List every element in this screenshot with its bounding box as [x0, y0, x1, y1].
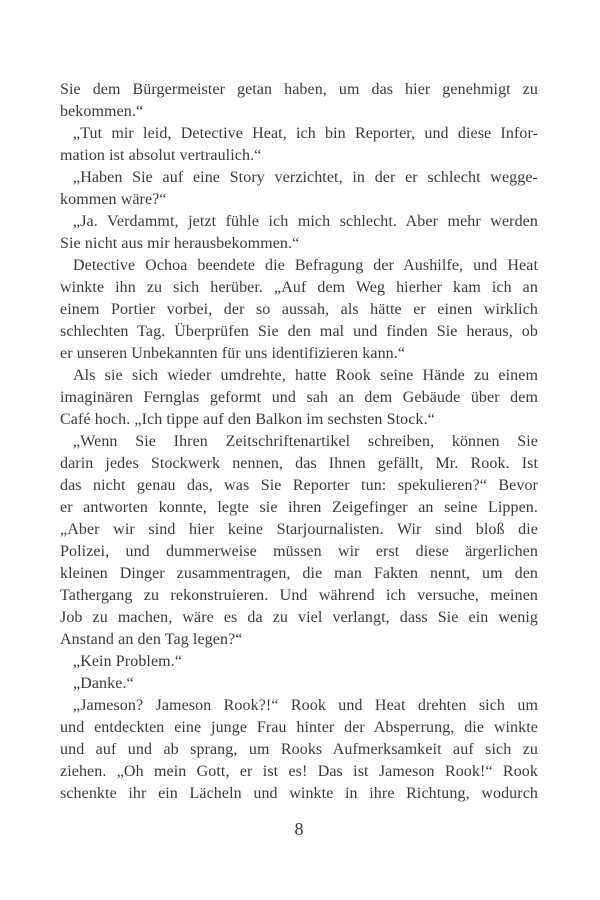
- text-line: bekommen.“: [60, 103, 144, 120]
- text-line: kommen wäre?“: [60, 191, 167, 208]
- text-line: mation ist absolut vertraulich.“: [60, 147, 262, 164]
- text-line: er antworten konnte, legte sie ihren Zeigefinger an seine Lippen.: [60, 499, 538, 516]
- text-line: Anstand an den Tag legen?“: [60, 631, 243, 648]
- text-line: Detective Ochoa beendete die Befragung der Aushilfe, und Heat: [73, 257, 538, 274]
- text-line: kleinen Dinger zusammentragen, die man Fakten nennt, um den: [60, 565, 538, 582]
- text-line: „Jameson? Jameson Rook?!“ Rook und Heat drehten sich um: [73, 697, 538, 714]
- page-number: 8: [294, 819, 304, 839]
- text-line: und entdeckten eine junge Frau hinter der Absperrung, die winkte: [60, 719, 538, 736]
- text-line: „Tut mir leid, Detective Heat, ich bin Reporter, und diese Infor-: [73, 125, 538, 142]
- text-line: Café hoch. „Ich tippe auf den Balkon im sechsten Stock.“: [60, 411, 435, 428]
- text-line: „Ja. Verdammt, jetzt fühle ich mich schlecht. Aber mehr werden: [73, 213, 538, 230]
- text-line: Tathergang zu rekonstruieren. Und während ich versuche, meinen: [60, 587, 538, 604]
- text-line: „Haben Sie auf eine Story verzichtet, in der er schlecht wegge-: [73, 169, 538, 186]
- text-line: ziehen. „Oh mein Gott, er ist es! Das ist Jameson Rook!“ Rook: [60, 763, 538, 780]
- text-line: Job zu machen, wäre es da zu viel verlangt, dass Sie ein wenig: [60, 609, 538, 626]
- text-line: und auf und ab sprang, um Rooks Aufmerksamkeit auf sich zu: [60, 741, 538, 758]
- text-line: „Kein Problem.“: [73, 653, 183, 670]
- text-line: „Danke.“: [73, 675, 134, 692]
- text-line: „Wenn Sie Ihren Zeitschriftenartikel schreiben, können Sie: [73, 433, 538, 450]
- page-text: [60, 79, 538, 805]
- text-line: schenkte ihr ein Lächeln und winkte in ihre Richtung, wodurch: [60, 785, 538, 802]
- text-line: schlechten Tag. Überprüfen Sie den mal und finden Sie heraus, ob: [60, 323, 538, 340]
- text-line: Als sie sich wieder umdrehte, hatte Rook seine Hände zu einem: [73, 367, 538, 384]
- text-line: winkte ihn zu sich herüber. „Auf dem Weg hierher kam ich an: [60, 279, 538, 296]
- text-line: einem Portier vorbei, der so aussah, als hätte er einen wirklich: [60, 301, 538, 318]
- text-line: Polizei, und dummerweise müssen wir erst diese ärgerlichen: [60, 543, 538, 560]
- text-line: er unseren Unbekannten für uns identifizieren kann.“: [60, 345, 406, 362]
- text-line: darin jedes Stockwerk nennen, das Ihnen gefällt, Mr. Rook. Ist: [60, 455, 538, 472]
- text-line: das nicht genau das, was Sie Reporter tun: spekulieren?“ Bevor: [60, 477, 538, 494]
- text-line: imaginären Fernglas geformt und sah an dem Gebäude über dem: [60, 389, 538, 406]
- text-line: „Aber wir sind hier keine Starjournalisten. Wir sind bloß die: [60, 521, 538, 538]
- text-line: Sie dem Bürgermeister getan haben, um das hier genehmigt zu: [60, 81, 538, 98]
- text-line: Sie nicht aus mir herausbekommen.“: [60, 235, 300, 252]
